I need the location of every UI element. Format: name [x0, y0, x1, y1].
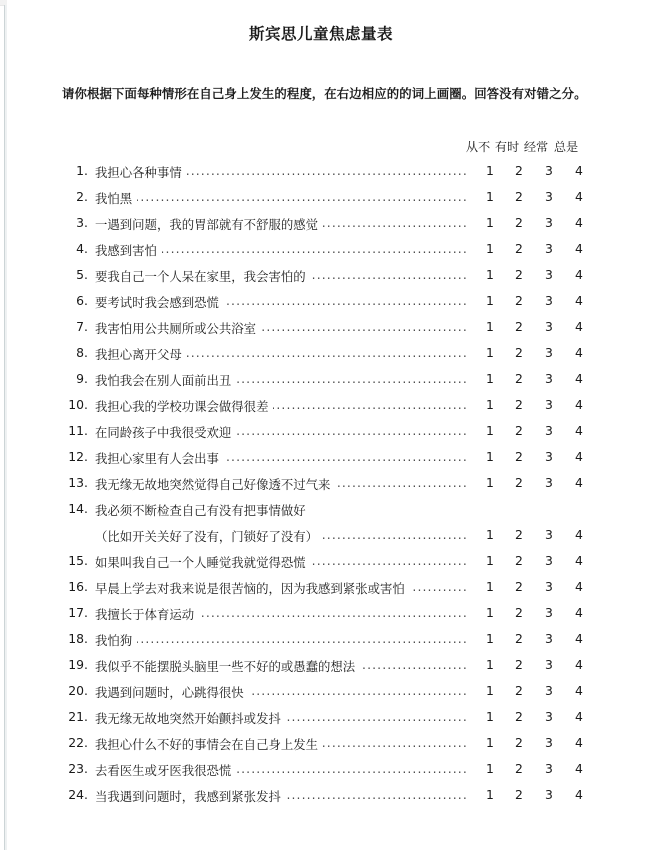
- item-number: 23.: [68, 761, 88, 776]
- item-number: 7.: [76, 319, 88, 334]
- item-text: 我担心家里有人会出事: [95, 449, 224, 467]
- questionnaire-item-list: [7, 163, 645, 813]
- rating-option-4[interactable]: 4: [575, 475, 583, 490]
- rating-options: [469, 761, 599, 779]
- rating-option-4[interactable]: 4: [575, 319, 583, 334]
- item-number: 18.: [68, 631, 88, 646]
- rating-option-4[interactable]: 4: [575, 163, 583, 178]
- rating-options: [469, 215, 599, 233]
- rating-options: [469, 319, 599, 337]
- questionnaire-item-row: [7, 657, 645, 683]
- rating-option-3[interactable]: 3: [545, 683, 553, 698]
- questionnaire-item-row: [7, 267, 645, 293]
- rating-options: [469, 631, 599, 649]
- rating-option-1[interactable]: 1: [486, 631, 494, 646]
- questionnaire-item-row: [7, 423, 645, 449]
- rating-option-2[interactable]: 2: [515, 397, 523, 412]
- scale-header-often: 经常: [523, 140, 549, 154]
- page-title: 斯宾思儿童焦虑量表: [248, 25, 393, 43]
- rating-option-2[interactable]: 2: [515, 215, 523, 230]
- rating-option-2[interactable]: 2: [515, 423, 523, 438]
- item-number: 2.: [76, 189, 88, 204]
- rating-options: [469, 449, 599, 467]
- rating-option-2[interactable]: 2: [515, 631, 523, 646]
- rating-option-4[interactable]: 4: [575, 215, 583, 230]
- item-number: 9.: [76, 371, 88, 386]
- questionnaire-item-row: [7, 293, 645, 319]
- rating-option-3[interactable]: 3: [545, 527, 553, 542]
- questionnaire-item-row: [7, 735, 645, 761]
- rating-option-2[interactable]: 2: [515, 553, 523, 568]
- rating-option-3[interactable]: 3: [545, 605, 553, 620]
- item-number: 16.: [68, 579, 88, 594]
- rating-options: [469, 657, 599, 675]
- rating-option-4[interactable]: 4: [575, 449, 583, 464]
- rating-option-3[interactable]: 3: [545, 345, 553, 360]
- rating-option-3[interactable]: 3: [545, 579, 553, 594]
- rating-options: [469, 683, 599, 701]
- questionnaire-item-row: [7, 241, 645, 267]
- rating-option-2[interactable]: 2: [515, 657, 523, 672]
- rating-option-4[interactable]: 4: [575, 709, 583, 724]
- rating-option-2[interactable]: 2: [515, 345, 523, 360]
- rating-options: [469, 397, 599, 415]
- questionnaire-item-row: [7, 397, 645, 423]
- item-text: 我无缘无故地突然觉得自己好像透不过气来: [95, 475, 335, 493]
- rating-option-2[interactable]: 2: [515, 735, 523, 750]
- item-number: 15.: [68, 553, 88, 568]
- rating-option-2[interactable]: 2: [515, 241, 523, 256]
- item-text: 我怕狗: [95, 631, 137, 649]
- rating-option-2[interactable]: 2: [515, 605, 523, 620]
- questionnaire-item-row: [7, 345, 645, 371]
- rating-option-1[interactable]: 1: [486, 683, 494, 698]
- item-number: 19.: [68, 657, 88, 672]
- item-number: 12.: [68, 449, 88, 464]
- rating-option-1[interactable]: 1: [486, 579, 494, 594]
- rating-options: [469, 475, 599, 493]
- item-text: 我感到害怕: [95, 241, 162, 259]
- item-text: 要我自己一个人呆在家里，我会害怕的: [95, 267, 311, 285]
- item-number: 10.: [68, 397, 88, 412]
- rating-option-4[interactable]: 4: [575, 553, 583, 568]
- item-text: 我害怕用公共厕所或公共浴室: [95, 319, 261, 337]
- item-number: 14.: [68, 501, 88, 516]
- item-number: 1.: [76, 163, 88, 178]
- rating-option-4[interactable]: 4: [575, 631, 583, 646]
- item-number: 6.: [76, 293, 88, 308]
- rating-option-4[interactable]: 4: [575, 787, 583, 802]
- rating-option-1[interactable]: 1: [486, 267, 494, 282]
- dot-leader: [95, 631, 485, 647]
- item-text: 我怕我会在别人面前出丑: [95, 371, 236, 389]
- questionnaire-item-row: [7, 683, 645, 709]
- item-text: 我怕黑: [95, 189, 137, 207]
- rating-option-3[interactable]: 3: [545, 709, 553, 724]
- item-text: （比如开关关好了没有，门锁好了没有）: [95, 527, 323, 545]
- rating-option-1[interactable]: 1: [486, 553, 494, 568]
- rating-option-2[interactable]: 2: [515, 579, 523, 594]
- rating-option-4[interactable]: 4: [575, 397, 583, 412]
- rating-option-1[interactable]: 1: [486, 449, 494, 464]
- rating-option-2[interactable]: 2: [515, 787, 523, 802]
- rating-option-1[interactable]: 1: [486, 189, 494, 204]
- rating-option-3[interactable]: 3: [545, 163, 553, 178]
- rating-option-3[interactable]: 3: [545, 761, 553, 776]
- questionnaire-item-row: [7, 163, 645, 189]
- questionnaire-item-row: [7, 631, 645, 657]
- rating-option-4[interactable]: 4: [575, 371, 583, 386]
- rating-option-3[interactable]: 3: [545, 423, 553, 438]
- rating-option-1[interactable]: 1: [486, 345, 494, 360]
- rating-option-3[interactable]: 3: [545, 319, 553, 334]
- questionnaire-item-row: [7, 501, 645, 527]
- rating-option-1[interactable]: 1: [486, 761, 494, 776]
- rating-option-3[interactable]: 3: [545, 553, 553, 568]
- rating-option-3[interactable]: 3: [545, 397, 553, 412]
- rating-option-3[interactable]: 3: [545, 475, 553, 490]
- rating-option-1[interactable]: 1: [486, 163, 494, 178]
- rating-option-2[interactable]: 2: [515, 189, 523, 204]
- rating-option-3[interactable]: 3: [545, 657, 553, 672]
- questionnaire-item-row: [7, 787, 645, 813]
- item-number: 3.: [76, 215, 88, 230]
- scale-header-always: 总是: [553, 140, 579, 154]
- rating-option-1[interactable]: 1: [486, 709, 494, 724]
- rating-options: [469, 787, 599, 805]
- rating-option-4[interactable]: 4: [575, 657, 583, 672]
- questionnaire-item-row: [7, 371, 645, 397]
- rating-option-4[interactable]: 4: [575, 527, 583, 542]
- rating-option-1[interactable]: 1: [486, 735, 494, 750]
- rating-option-3[interactable]: 3: [545, 371, 553, 386]
- rating-options: [469, 371, 599, 389]
- rating-option-3[interactable]: 3: [545, 267, 553, 282]
- rating-option-1[interactable]: 1: [486, 605, 494, 620]
- item-text: 我擅长于体育运动: [95, 605, 199, 623]
- item-number: 17.: [68, 605, 88, 620]
- rating-options: [469, 527, 599, 545]
- item-number: 22.: [68, 735, 88, 750]
- rating-option-4[interactable]: 4: [575, 423, 583, 438]
- rating-option-1[interactable]: 1: [486, 527, 494, 542]
- rating-options: [469, 163, 599, 181]
- item-text: 我担心各种事情: [95, 163, 187, 181]
- item-text: 我似乎不能摆脱头脑里一些不好的或愚蠢的想法: [95, 657, 360, 675]
- rating-option-2[interactable]: 2: [515, 709, 523, 724]
- rating-option-1[interactable]: 1: [486, 293, 494, 308]
- rating-option-1[interactable]: 1: [486, 215, 494, 230]
- rating-option-2[interactable]: 2: [515, 319, 523, 334]
- rating-option-3[interactable]: 3: [545, 189, 553, 204]
- rating-option-2[interactable]: 2: [515, 527, 523, 542]
- item-number: 13.: [68, 475, 88, 490]
- item-text: 我担心离开父母: [95, 345, 187, 363]
- rating-options: [469, 579, 599, 597]
- item-text: 如果叫我自己一个人睡觉我就觉得恐慌: [95, 553, 311, 571]
- rating-options: [469, 189, 599, 207]
- item-text: 在同龄孩子中我很受欢迎: [95, 423, 236, 441]
- item-text: 我必须不断检查自己有没有把事情做好: [95, 501, 311, 519]
- item-text: 当我遇到问题时，我感到紧张发抖: [95, 787, 286, 805]
- rating-option-3[interactable]: 3: [545, 293, 553, 308]
- scale-header-row: [462, 138, 592, 156]
- rating-option-2[interactable]: 2: [515, 293, 523, 308]
- questionnaire-item-row: [7, 449, 645, 475]
- document-sheet: [7, 0, 645, 850]
- rating-option-4[interactable]: 4: [575, 735, 583, 750]
- scale-header-sometimes: 有时: [494, 140, 520, 154]
- questionnaire-item-row: [7, 761, 645, 787]
- questionnaire-item-row: [7, 579, 645, 605]
- rating-options: [469, 605, 599, 623]
- rating-option-2[interactable]: 2: [515, 371, 523, 386]
- rating-option-1[interactable]: 1: [486, 787, 494, 802]
- rating-option-4[interactable]: 4: [575, 605, 583, 620]
- rating-option-2[interactable]: 2: [515, 475, 523, 490]
- questionnaire-item-row: [7, 605, 645, 631]
- rating-option-3[interactable]: 3: [545, 241, 553, 256]
- rating-option-1[interactable]: 1: [486, 319, 494, 334]
- rating-options: [469, 293, 599, 311]
- rating-option-2[interactable]: 2: [515, 761, 523, 776]
- item-number: 8.: [76, 345, 88, 360]
- item-number: 24.: [68, 787, 88, 802]
- rating-option-4[interactable]: 4: [575, 579, 583, 594]
- questionnaire-item-row: [7, 319, 645, 345]
- rating-option-4[interactable]: 4: [575, 189, 583, 204]
- rating-options: [469, 709, 599, 727]
- item-number: 5.: [76, 267, 88, 282]
- rating-option-3[interactable]: 3: [545, 215, 553, 230]
- rating-option-2[interactable]: 2: [515, 683, 523, 698]
- rating-options: [469, 423, 599, 441]
- dot-leader: [95, 189, 485, 205]
- rating-option-4[interactable]: 4: [575, 683, 583, 698]
- questionnaire-item-row: [7, 709, 645, 735]
- rating-option-1[interactable]: 1: [486, 475, 494, 490]
- rating-options: [469, 553, 599, 571]
- rating-option-1[interactable]: 1: [486, 371, 494, 386]
- rating-option-4[interactable]: 4: [575, 293, 583, 308]
- rating-option-1[interactable]: 1: [486, 241, 494, 256]
- questionnaire-item-row: [7, 215, 645, 241]
- questionnaire-item-row: [7, 189, 645, 215]
- questionnaire-item-row: [7, 553, 645, 579]
- rating-option-2[interactable]: 2: [515, 267, 523, 282]
- rating-option-3[interactable]: 3: [545, 787, 553, 802]
- questionnaire-item-row: [7, 475, 645, 501]
- questionnaire-item-row: [7, 527, 645, 553]
- rating-option-4[interactable]: 4: [575, 267, 583, 282]
- rating-option-2[interactable]: 2: [515, 449, 523, 464]
- rating-options: [469, 345, 599, 363]
- rating-option-3[interactable]: 3: [545, 735, 553, 750]
- rating-option-3[interactable]: 3: [545, 449, 553, 464]
- rating-option-1[interactable]: 1: [486, 657, 494, 672]
- item-text: 去看医生或牙医我很恐慌: [95, 761, 236, 779]
- item-number: 21.: [68, 709, 88, 724]
- instruction-text: 请你根据下面每种情形在自己身上发生的程度，在右边相应的的词上画圈。回答没有对错之分。: [62, 86, 587, 101]
- rating-options: [469, 241, 599, 259]
- item-text: 要考试时我会感到恐慌: [95, 293, 224, 311]
- item-number: 20.: [68, 683, 88, 698]
- rating-option-4[interactable]: 4: [575, 241, 583, 256]
- item-text: 一遇到问题，我的胃部就有不舒服的感觉: [95, 215, 323, 233]
- rating-options: [469, 267, 599, 285]
- item-text: 我无缘无故地突然开始颤抖或发抖: [95, 709, 286, 727]
- item-text: 我担心我的学校功课会做得很差: [95, 397, 273, 415]
- rating-option-1[interactable]: 1: [486, 397, 494, 412]
- item-number: 4.: [76, 241, 88, 256]
- item-text: 我遇到问题时，心跳得很快: [95, 683, 249, 701]
- rating-options: [469, 735, 599, 753]
- rating-option-3[interactable]: 3: [545, 631, 553, 646]
- rating-option-1[interactable]: 1: [486, 423, 494, 438]
- rating-option-2[interactable]: 2: [515, 163, 523, 178]
- rating-option-4[interactable]: 4: [575, 345, 583, 360]
- rating-option-4[interactable]: 4: [575, 761, 583, 776]
- item-number: 11.: [68, 423, 88, 438]
- scale-header-never: 从不: [465, 140, 491, 154]
- item-text: 我担心什么不好的事情会在自己身上发生: [95, 735, 323, 753]
- item-text: 早晨上学去对我来说是很苦恼的，因为我感到紧张或害怕: [95, 579, 410, 597]
